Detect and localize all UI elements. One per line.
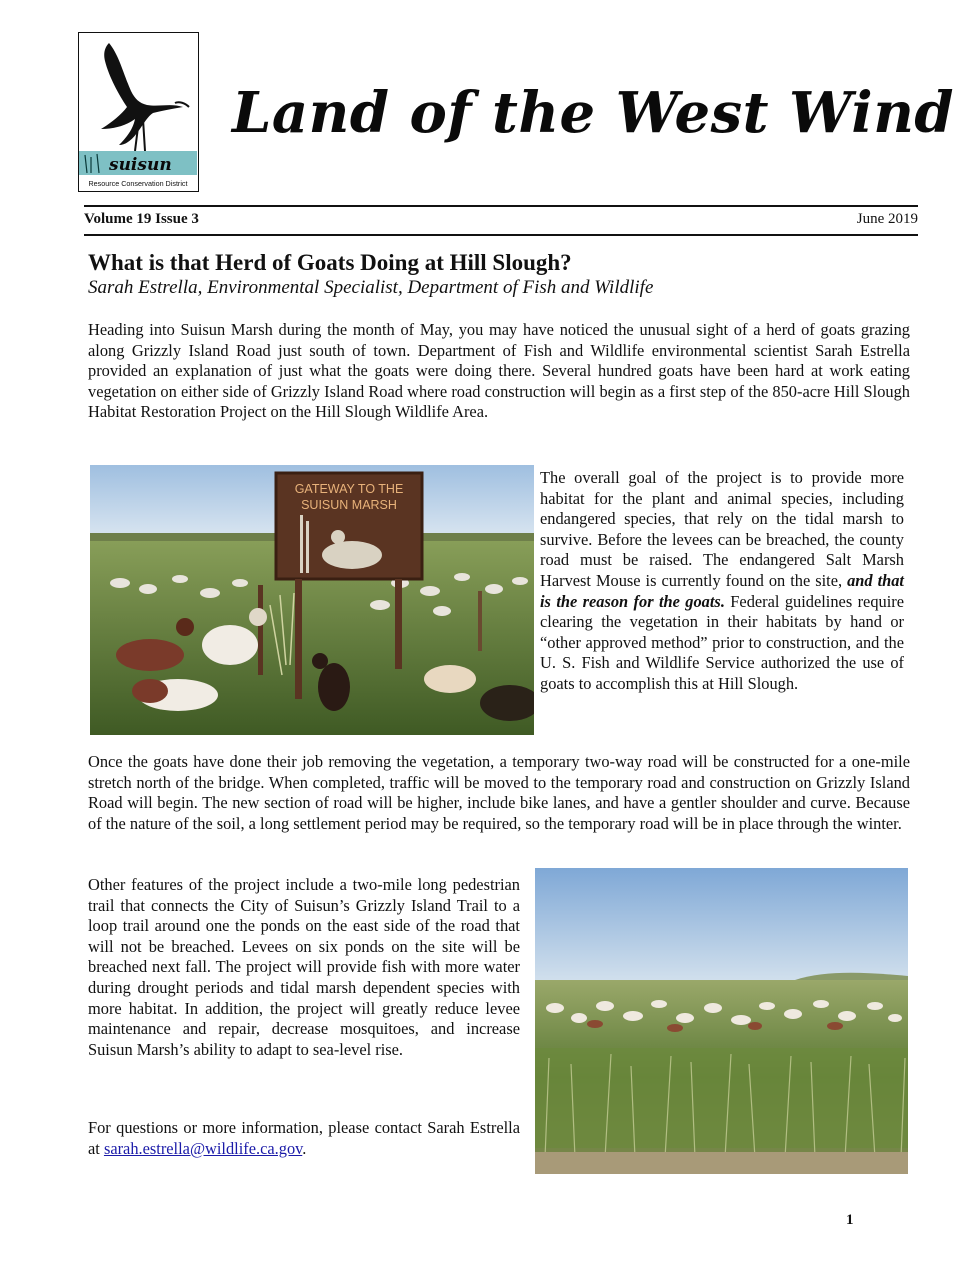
paragraph-road-construction: Once the goats have done their job removing the vegetation, a temporary two-way road will be constructed for a one-mile stretch north of the bridge. When completed, traffic will be moved to the temporary road and construction on Grizzly Island Road will begin. The new section of road will be higher, include bike lanes, and have a gentler shoulder and curve. Because of the nature of the soil, a long settlement period may be required, so the temporary road will be in place through the winter. — [88, 752, 910, 833]
masthead-rule-top — [84, 205, 918, 207]
issue-date: June 2019 — [856, 211, 918, 227]
article-byline: Sarah Estrella, Environmental Specialist, Department of Fish and Wildlife — [88, 277, 654, 298]
emphasis-reason-for-goats: and that is the reason for the goats. — [540, 570, 904, 611]
paragraph-project-features: Other features of the project include a two-mile long pedestrian trail that connects the City of Suisun’s Grizzly Island Trail to a loop trail around one the ponds on the east side of the road that will not be breached. Levees on six ponds on the site will be breached next fall. The project will provide fish with more water during drought periods and tidal marsh dependent species with more habitat. In addition, the project will greatly reduce levee maintenance and repair, decrease mosquitoes, and increase Suisun Marsh’s ability to adapt to sea-level rise. — [88, 875, 520, 1059]
contact-text-end: . — [302, 1138, 307, 1158]
volume-issue: Volume 19 Issue 3 — [84, 211, 199, 227]
paragraph-project-goal-a: The overall goal of the project is to provide more habitat for the plant and animal species, including endangered species, that rely on the tidal marsh to survive. Before the levees can be breached, the county road must be raised. The endangered Salt Marsh Harvest Mouse is currently found on the site, — [540, 468, 904, 590]
logo-name: suisun — [109, 155, 172, 175]
paragraph-intro: Heading into Suisun Marsh during the month of May, you may have noticed the unusual sight of a herd of goats grazing along Grizzly Island Road just south of town. Department of Fish and Wildlife environmental scientist Sarah Estrella provided an explanation of just what the goats were doing there. Several hundred goats have been hard at work eating vegetation on either side of Grizzly Island Road where road construction will begin as a first step of the 850-acre Hill Slough Habitat Restoration Project on the Hill Slough Wildlife Area. — [88, 320, 910, 422]
logo-subtitle: Resource Conservation District — [88, 179, 188, 188]
sign-line-1: GATEWAY TO THE — [294, 482, 404, 496]
paragraph-project-goal-b: Federal guidelines require clearing the vegetation in their habitats by hand or “other approved method” prior to construction, and the U. S. Fish and Wildlife Service authorized the use of goats to accomplish this at Hill Slough. — [540, 591, 904, 693]
article-headline: What is that Herd of Goats Doing at Hill Slough? — [88, 250, 572, 275]
contact-text: For questions or more information, please contact Sarah Estrella at — [88, 1118, 520, 1158]
page-number: 1 — [846, 1212, 854, 1228]
district-logo — [78, 32, 199, 192]
paragraph-contact — [88, 1118, 520, 1159]
goats-sign-photo — [90, 465, 534, 735]
goats-marsh-photo — [535, 868, 908, 1174]
masthead-rule-bottom — [84, 234, 918, 236]
sign-line-2: SUISUN MARSH — [301, 498, 397, 512]
newsletter-title: Land of the West Wind — [232, 80, 955, 146]
paragraph-project-goal — [540, 468, 904, 695]
contact-email-link[interactable]: sarah.estrella@wildlife.ca.gov — [103, 1138, 303, 1158]
